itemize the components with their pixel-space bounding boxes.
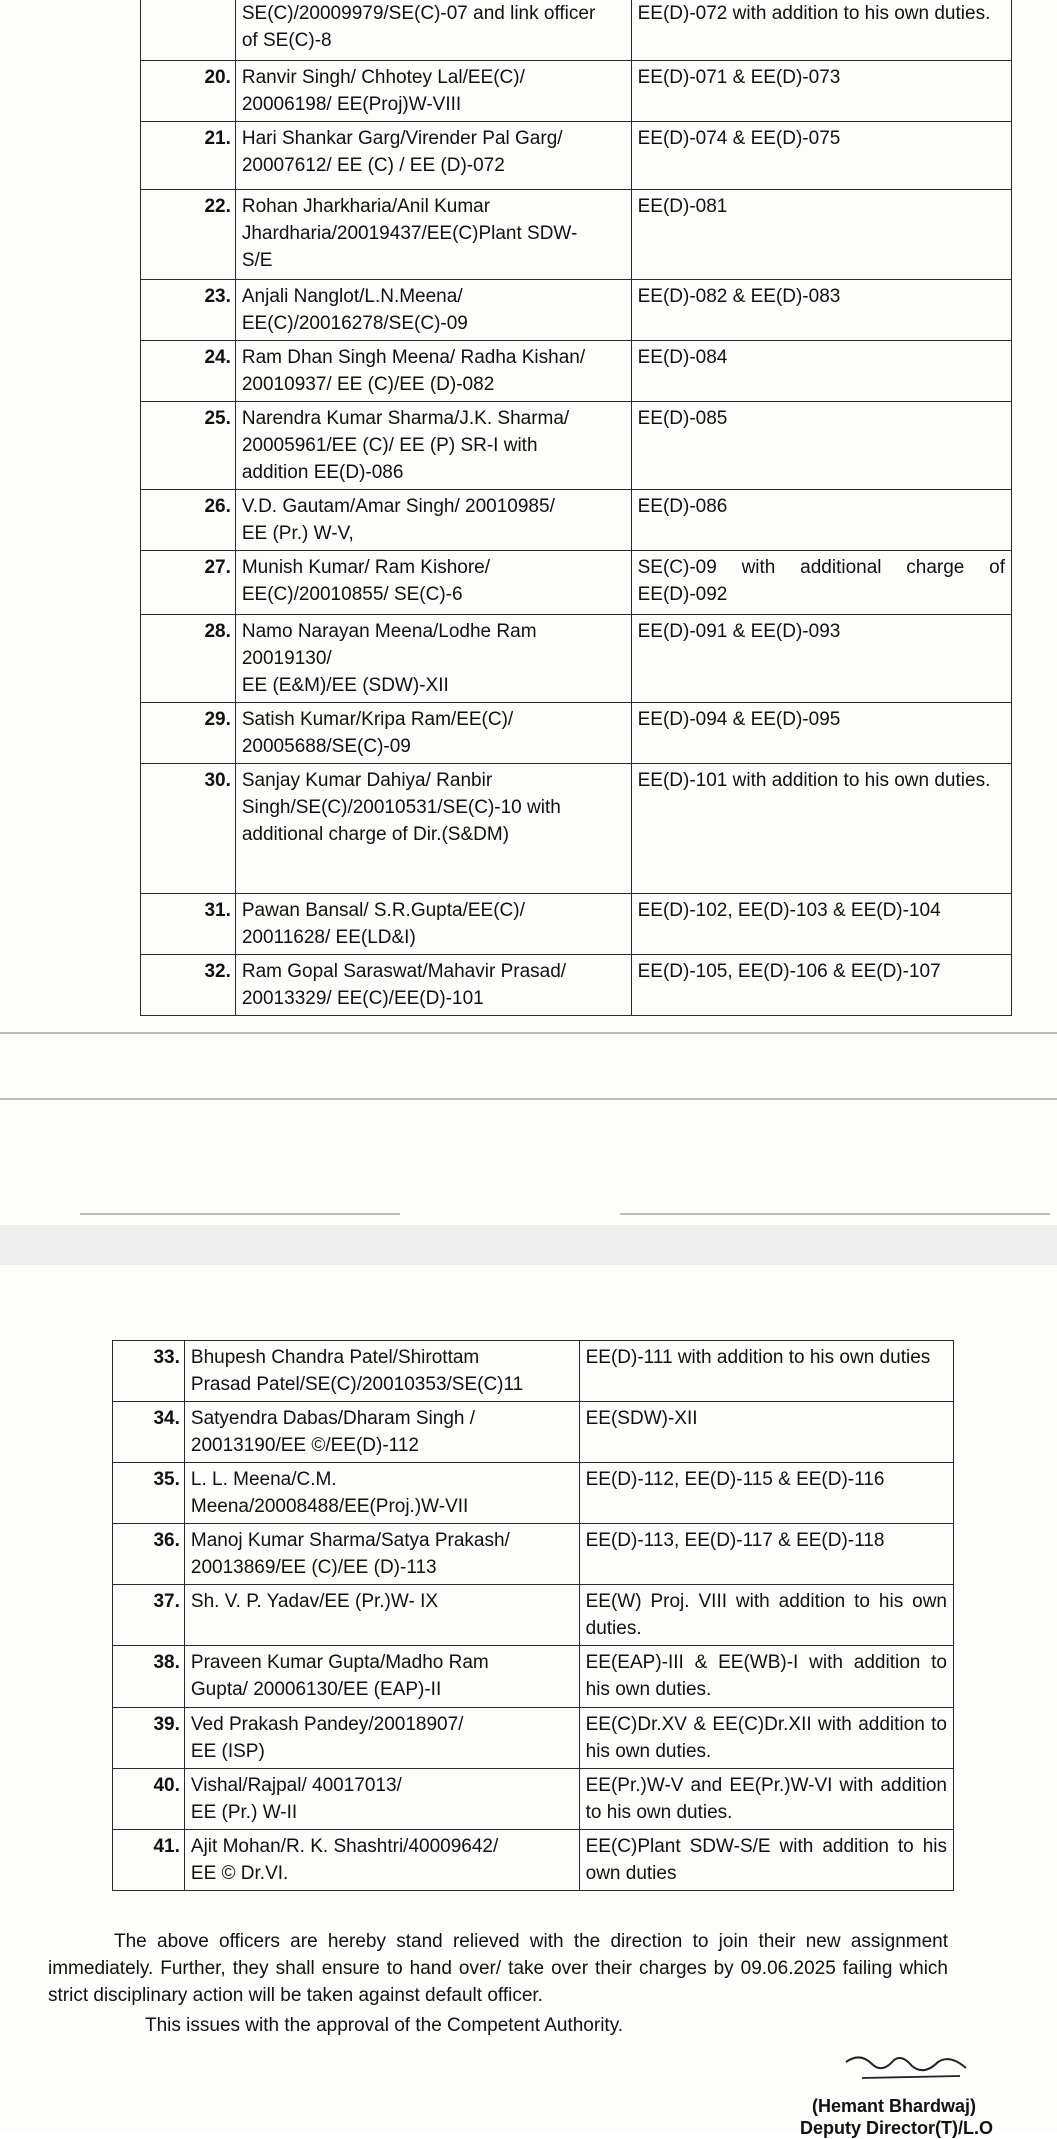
- assigned-charge: EE(D)-086: [631, 490, 1011, 551]
- assigned-charge: EE(SDW)-XII: [579, 1402, 953, 1463]
- assigned-charge: EE(C)Dr.XV & EE(C)Dr.XII with addition to his own duties.: [579, 1708, 953, 1769]
- officer-details: Ram Dhan Singh Meena/ Radha Kishan/ 20010937/ EE (C)/EE (D)-082: [235, 341, 631, 402]
- handwritten-signature: [842, 2050, 982, 2084]
- row-number: 33.: [113, 1341, 185, 1402]
- scan-artifact-line: [620, 1213, 1050, 1215]
- officer-details: Sanjay Kumar Dahiya/ Ranbir Singh/SE(C)/20010531/SE(C)-10 with additional charge of Dir.(S&DM): [235, 764, 631, 894]
- table-row: [113, 1830, 954, 1891]
- assigned-charge: SE(C)-09 with additional charge of EE(D)-092: [631, 551, 1011, 615]
- row-number: 20.: [141, 61, 236, 122]
- assigned-charge: EE(D)-081: [631, 190, 1011, 280]
- officer-details: Bhupesh Chandra Patel/Shirottam Prasad Patel/SE(C)/20010353/SE(C)11: [184, 1341, 579, 1402]
- row-number: 39.: [113, 1708, 185, 1769]
- officer-details: Vishal/Rajpal/ 40017013/ EE (Pr.) W-II: [184, 1769, 579, 1830]
- row-number: 35.: [113, 1463, 185, 1524]
- assigned-charge: EE(D)-082 & EE(D)-083: [631, 280, 1011, 341]
- table-row: [113, 1463, 954, 1524]
- approval-text: This issues with the approval of the Competent Authority.: [145, 2015, 624, 2036]
- assigned-charge: EE(D)-101 with addition to his own duties.: [631, 764, 1011, 894]
- row-number: 36.: [113, 1524, 185, 1585]
- posting-table-page-1: [140, 0, 1012, 1016]
- scan-artifact-line: [80, 1213, 400, 1215]
- row-number: 37.: [113, 1585, 185, 1646]
- row-number: 30.: [141, 764, 236, 894]
- table-row: [113, 1585, 954, 1646]
- officer-details: Ranvir Singh/ Chhotey Lal/EE(C)/ 20006198/ EE(Proj)W-VIII: [235, 61, 631, 122]
- table-row: [113, 1769, 954, 1830]
- row-number: 26.: [141, 490, 236, 551]
- assigned-charge: EE(W) Proj. VIII with addition to his own duties.: [579, 1585, 953, 1646]
- officer-details: Satyendra Dabas/Dharam Singh / 20013190/EE ©/EE(D)-112: [184, 1402, 579, 1463]
- table-row: [141, 61, 1012, 122]
- scan-artifact-line: [0, 1098, 1057, 1100]
- table-row: [141, 0, 1012, 61]
- officer-details: Praveen Kumar Gupta/Madho Ram Gupta/ 20006130/EE (EAP)-II: [184, 1646, 579, 1708]
- row-number: [141, 0, 236, 61]
- table-row: [141, 280, 1012, 341]
- officer-details: Rohan Jharkharia/Anil Kumar Jhardharia/20019437/EE(C)Plant SDW- S/E: [235, 190, 631, 280]
- officer-details: L. L. Meena/C.M. Meena/20008488/EE(Proj.)W-VII: [184, 1463, 579, 1524]
- table-row: [141, 190, 1012, 280]
- officer-details: Manoj Kumar Sharma/Satya Prakash/ 20013869/EE (C)/EE (D)-113: [184, 1524, 579, 1585]
- officer-details: Hari Shankar Garg/Virender Pal Garg/ 20007612/ EE (C) / EE (D)-072: [235, 122, 631, 190]
- officer-details: Ved Prakash Pandey/20018907/ EE (ISP): [184, 1708, 579, 1769]
- table-row: [141, 341, 1012, 402]
- assigned-charge: EE(D)-105, EE(D)-106 & EE(D)-107: [631, 955, 1011, 1016]
- row-number: 24.: [141, 341, 236, 402]
- assigned-charge: EE(C)Plant SDW-S/E with addition to his own duties: [579, 1830, 953, 1891]
- table-row: [141, 402, 1012, 490]
- row-number: 29.: [141, 703, 236, 764]
- assigned-charge: EE(D)-074 & EE(D)-075: [631, 122, 1011, 190]
- row-number: 21.: [141, 122, 236, 190]
- table-row: [141, 764, 1012, 894]
- officer-details: Ram Gopal Saraswat/Mahavir Prasad/ 20013329/ EE(C)/EE(D)-101: [235, 955, 631, 1016]
- row-number: 34.: [113, 1402, 185, 1463]
- officer-details: Pawan Bansal/ S.R.Gupta/EE(C)/ 20011628/ EE(LD&I): [235, 894, 631, 955]
- row-number: 25.: [141, 402, 236, 490]
- officer-details: Munish Kumar/ Ram Kishore/ EE(C)/20010855/ SE(C)-6: [235, 551, 631, 615]
- page-separator: [0, 1225, 1057, 1265]
- table-row: [113, 1341, 954, 1402]
- row-number: 27.: [141, 551, 236, 615]
- assigned-charge: EE(D)-102, EE(D)-103 & EE(D)-104: [631, 894, 1011, 955]
- officer-details: Sh. V. P. Yadav/EE (Pr.)W- IX: [184, 1585, 579, 1646]
- officer-details: Narendra Kumar Sharma/J.K. Sharma/ 20005961/EE (C)/ EE (P) SR-I with addition EE(D)-086: [235, 402, 631, 490]
- officer-details: V.D. Gautam/Amar Singh/ 20010985/ EE (Pr.) W-V,: [235, 490, 631, 551]
- table-row: [141, 490, 1012, 551]
- signatory-name: (Hemant Bhardwaj): [812, 2096, 977, 2116]
- table-row: [113, 1708, 954, 1769]
- row-number: 22.: [141, 190, 236, 280]
- row-number: 38.: [113, 1646, 185, 1708]
- officer-details: Namo Narayan Meena/Lodhe Ram 20019130/ EE (E&M)/EE (SDW)-XII: [235, 615, 631, 703]
- officer-details: Satish Kumar/Kripa Ram/EE(C)/ 20005688/SE(C)-09: [235, 703, 631, 764]
- assigned-charge: EE(D)-112, EE(D)-115 & EE(D)-116: [579, 1463, 953, 1524]
- officer-details: Ajit Mohan/R. K. Shashtri/40009642/ EE © Dr.VI.: [184, 1830, 579, 1891]
- officer-details: Anjali Nanglot/L.N.Meena/ EE(C)/20016278/SE(C)-09: [235, 280, 631, 341]
- assigned-charge: EE(D)-091 & EE(D)-093: [631, 615, 1011, 703]
- assigned-charge: EE(D)-094 & EE(D)-095: [631, 703, 1011, 764]
- assigned-charge: EE(EAP)-III & EE(WB)-I with addition to his own duties.: [579, 1646, 953, 1708]
- table-row: [113, 1524, 954, 1585]
- table-row: [141, 894, 1012, 955]
- row-number: 23.: [141, 280, 236, 341]
- officer-details: SE(C)/20009979/SE(C)-07 and link officer of SE(C)-8: [235, 0, 631, 61]
- assigned-charge: EE(D)-085: [631, 402, 1011, 490]
- assigned-charge: EE(D)-113, EE(D)-117 & EE(D)-118: [579, 1524, 953, 1585]
- row-number: 40.: [113, 1769, 185, 1830]
- signatory-designation: Deputy Director(T)/L.O: [800, 2118, 994, 2138]
- assigned-charge: EE(D)-071 & EE(D)-073: [631, 61, 1011, 122]
- assigned-charge: EE(D)-084: [631, 341, 1011, 402]
- posting-table-page-2: [112, 1340, 954, 1891]
- assigned-charge: EE(Pr.)W-V and EE(Pr.)W-VI with addition to his own duties.: [579, 1769, 953, 1830]
- relieving-order-text: The above officers are hereby stand relieved with the direction to join their new assignment immediately. Further, they shall ensure to hand over/ take over their charges by 09.06.2025 failing which strict disciplinary action will be taken against default officer.: [48, 1931, 948, 2006]
- row-number: 31.: [141, 894, 236, 955]
- row-number: 32.: [141, 955, 236, 1016]
- table-row: [141, 703, 1012, 764]
- assigned-charge: EE(D)-072 with addition to his own duties.: [631, 0, 1011, 61]
- table-row: [141, 122, 1012, 190]
- row-number: 41.: [113, 1830, 185, 1891]
- assigned-charge: EE(D)-111 with addition to his own duties: [579, 1341, 953, 1402]
- table-row: [141, 615, 1012, 703]
- table-row: [113, 1646, 954, 1708]
- table-row: [141, 955, 1012, 1016]
- table-row: [113, 1402, 954, 1463]
- row-number: 28.: [141, 615, 236, 703]
- table-row: [141, 551, 1012, 615]
- scan-artifact-line: [0, 1032, 1057, 1034]
